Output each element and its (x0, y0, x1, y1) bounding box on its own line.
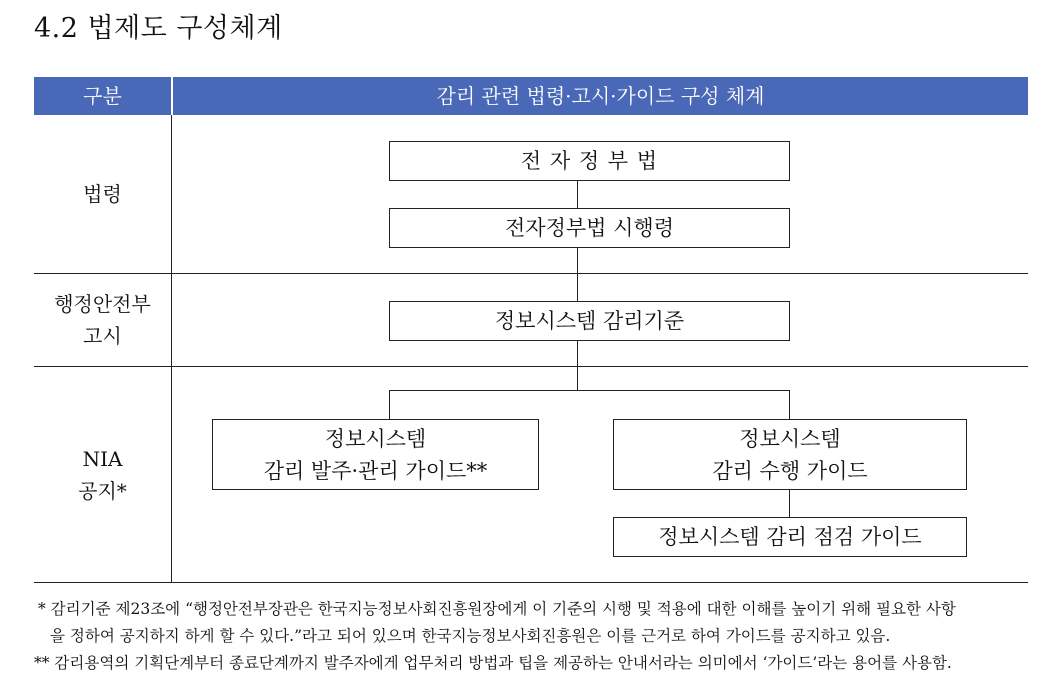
box-audit-standard (389, 301, 790, 341)
connector-decree-standard (577, 247, 578, 301)
connector-branch-right (789, 390, 790, 419)
row-divider-2 (34, 366, 1028, 367)
box-inspection-guide-text: 정보시스템 감리 점검 가이드 (658, 525, 922, 549)
table-bottom-border (34, 582, 1028, 583)
footnotes (34, 596, 1034, 677)
header-category: 구분 (83, 84, 122, 108)
row-label-ministry-line2: 고시 (83, 324, 122, 348)
row-label-nia-line1: NIA (82, 447, 123, 471)
connector-law-decree (577, 180, 578, 208)
header-structure: 감리 관련 법령·고시·가이드 구성 체계 (436, 84, 765, 108)
connector-branch-horizontal (389, 390, 790, 391)
row-label-nia-line2: 공지* (78, 479, 127, 503)
box-order-guide-line1: 정보시스템 (324, 427, 427, 451)
box-enforcement-decree-text: 전자정부법 시행령 (505, 216, 674, 240)
column-divider (171, 115, 172, 583)
connector-perform-check (789, 489, 790, 517)
footnote-2: ** 감리용역의 기획단계부터 종료단계까지 발주자에게 업무처리 방법과 팁을 제공하는 안내서라는 의미에서 ‘가이드’라는 용어를 사용함. (34, 654, 952, 672)
row-label-ministry-notice (34, 288, 171, 352)
box-audit-standard-text: 정보시스템 감리기준 (494, 309, 685, 333)
row-divider-1 (34, 273, 1028, 274)
row-label-nia-notice (34, 443, 171, 507)
row-label-ministry-line1: 행정안전부 (54, 292, 151, 316)
box-performance-guide (613, 419, 967, 490)
box-order-management-guide (212, 419, 539, 490)
box-order-guide-line2: 감리 발주·관리 가이드** (263, 459, 488, 483)
box-perform-guide-line1: 정보시스템 (739, 427, 841, 451)
connector-branch-left (389, 390, 390, 419)
box-perform-guide-line2: 감리 수행 가이드 (712, 459, 868, 483)
footnote-1-line2: 을 정하여 공지하지 하게 할 수 있다.”라고 되어 있으며 한국지능정보사회진흥원은 이를 근거로 하여 가이드를 공지하고 있음. (50, 627, 891, 645)
box-e-government-act-text: 전 자 정 부 법 (520, 149, 659, 173)
section-title: 4.2 법제도 구성체계 (34, 13, 283, 44)
box-e-government-act (389, 141, 790, 181)
row-label-law-text: 법령 (83, 182, 122, 206)
row-label-law (34, 178, 171, 210)
box-inspection-guide (613, 517, 967, 557)
footnote-1-line1: * 감리기준 제23조에 “행정안전부장관은 한국지능정보사회진흥원장에게 이 기준의 시행 및 적용에 대한 이해를 높이기 위해 필요한 사항 (38, 600, 956, 618)
box-enforcement-decree (389, 208, 790, 248)
connector-standard-branch (577, 340, 578, 390)
